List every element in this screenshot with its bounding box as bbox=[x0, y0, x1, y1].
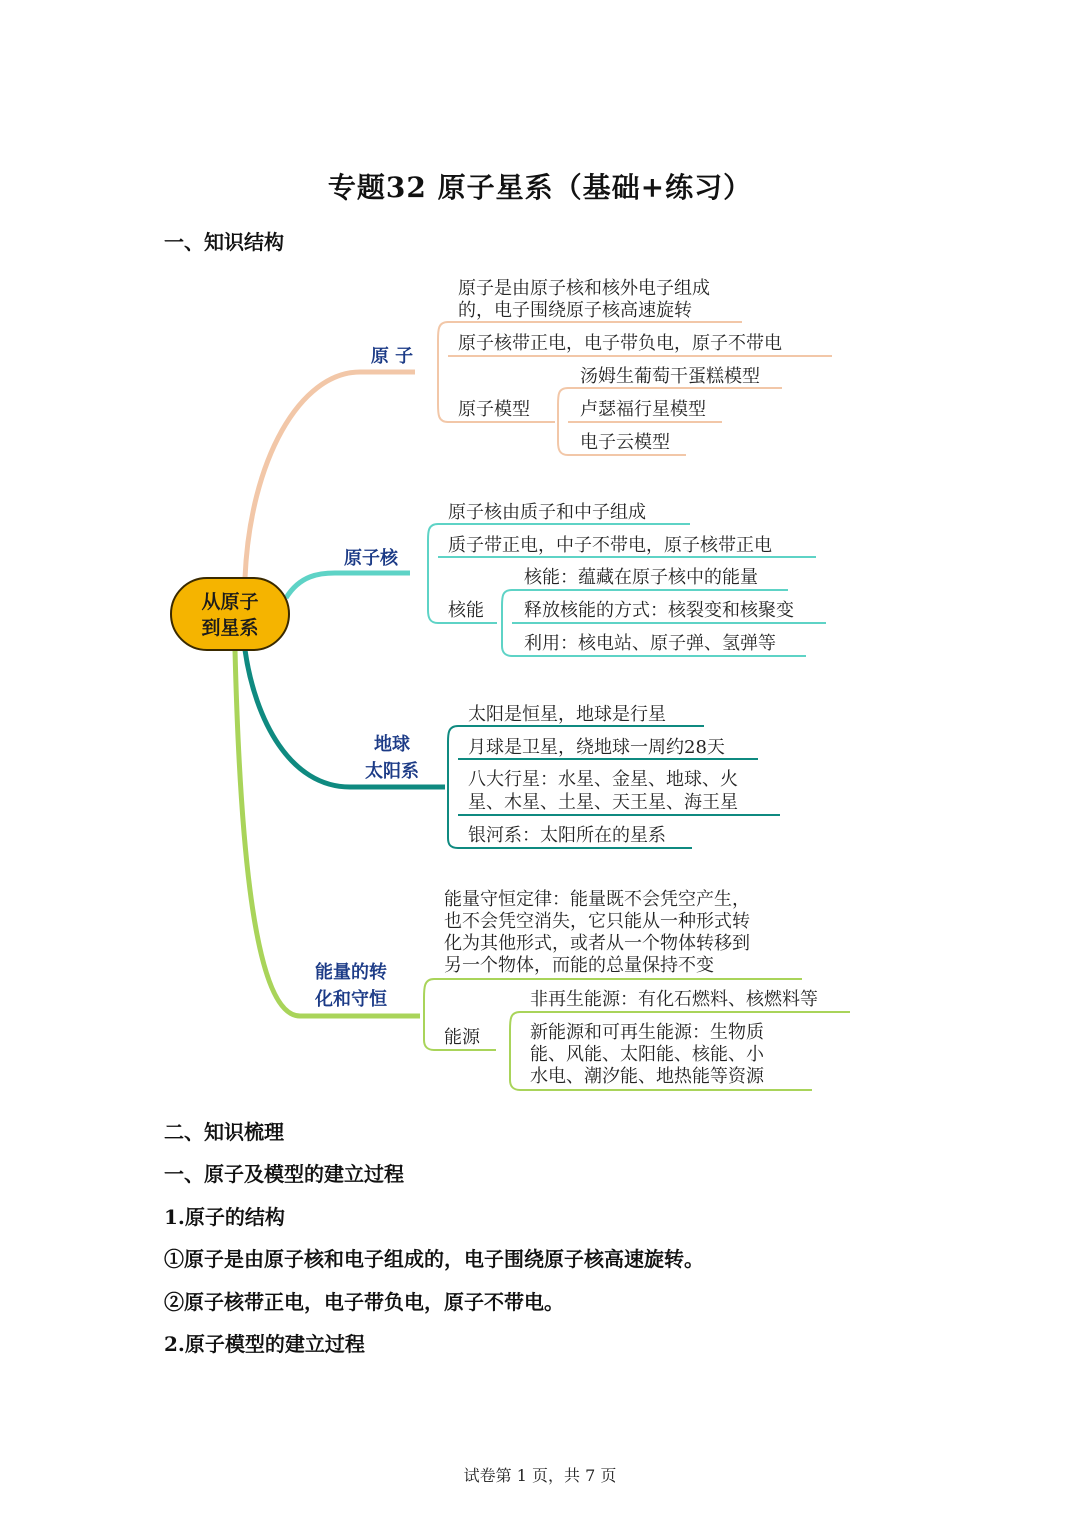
branch-label-nucleus: 原子核 bbox=[344, 548, 398, 569]
nucleus-charge: 质子带正电，中子不带电，原子核带正电 bbox=[448, 535, 772, 556]
branch-label-solar-line2: 太阳系 bbox=[365, 761, 419, 782]
energy-bracket bbox=[424, 979, 434, 1050]
section-heading-review: 二、知识梳理 bbox=[164, 1120, 284, 1144]
atom-def-line2: 的，电子围绕原子核高速旋转 bbox=[458, 300, 692, 321]
branch-line-nucleus bbox=[286, 573, 410, 598]
solar-bracket bbox=[448, 726, 458, 848]
energy-renewable-line3: 水电、潮汐能、地热能等资源 bbox=[530, 1066, 764, 1087]
solar-planets-line2: 星、木星、土星、天王星、海王星 bbox=[468, 792, 738, 813]
nucleus-bracket bbox=[428, 524, 438, 623]
solar-galaxy: 银河系：太阳所在的星系 bbox=[468, 825, 666, 846]
energy-nonrenewable: 非再生能源：有化石燃料、核燃料等 bbox=[530, 989, 818, 1010]
atom-charge: 原子核带正电，电子带负电，原子不带电 bbox=[458, 333, 782, 354]
atom-def-line1: 原子是由原子核和核外电子组成 bbox=[458, 278, 710, 299]
energy-law-line2: 也不会凭空消失，它只能从一种形式转 bbox=[444, 911, 750, 932]
branch-label-solar-line1: 地球 bbox=[374, 734, 410, 755]
branch-label-energy-line2: 化和守恒 bbox=[315, 989, 387, 1010]
nuclear-energy-item-2: 释放核能的方式：核裂变和核聚变 bbox=[524, 600, 794, 621]
center-node bbox=[171, 578, 289, 650]
energy-law-line4: 另一个物体，而能的总量保持不变 bbox=[444, 955, 714, 976]
section-heading-structure: 一、知识结构 bbox=[164, 230, 284, 254]
nuclear-energy-label: 核能 bbox=[448, 600, 484, 621]
branch-label-atom: 原 子 bbox=[370, 346, 414, 367]
solar-item-2: 月球是卫星，绕地球一周约28天 bbox=[468, 737, 725, 758]
atom-model-bracket bbox=[558, 388, 568, 455]
nuclear-energy-bracket bbox=[502, 590, 512, 656]
point-1: ①原子是由原子核和电子组成的，电子围绕原子核高速旋转。 bbox=[164, 1247, 704, 1271]
item-heading-model-process: 2.原子模型的建立过程 bbox=[164, 1332, 365, 1356]
nuclear-energy-item-3: 利用：核电站、原子弹、氢弹等 bbox=[524, 633, 776, 654]
atom-model-2: 卢瑟福行星模型 bbox=[580, 399, 706, 420]
energy-source-bracket bbox=[510, 1012, 520, 1090]
atom-bracket bbox=[438, 322, 448, 422]
page-footer: 试卷第 1 页，共 7 页 bbox=[463, 1466, 617, 1485]
item-heading-atom-structure: 1.原子的结构 bbox=[164, 1205, 285, 1229]
solar-planets-line1: 八大行星：水星、金星、地球、火 bbox=[468, 769, 738, 790]
subsection-heading-atom-model: 一、原子及模型的建立过程 bbox=[164, 1162, 404, 1186]
nuclear-energy-item-1: 核能：蕴藏在原子核中的能量 bbox=[524, 567, 758, 588]
energy-law-line3: 化为其他形式，或者从一个物体转移到 bbox=[444, 933, 750, 954]
page-title: 专题32 原子星系（基础+练习） bbox=[327, 171, 753, 204]
atom-model-3: 电子云模型 bbox=[580, 432, 670, 453]
point-2: ②原子核带正电，电子带负电，原子不带电。 bbox=[164, 1290, 564, 1314]
energy-source-label: 能源 bbox=[444, 1027, 480, 1048]
energy-law-line1: 能量守恒定律：能量既不会凭空产生， bbox=[444, 889, 750, 910]
atom-model-1: 汤姆生葡萄干蛋糕模型 bbox=[580, 366, 760, 387]
energy-renewable-line1: 新能源和可再生能源：生物质 bbox=[530, 1022, 764, 1043]
atom-model-label: 原子模型 bbox=[458, 399, 530, 420]
branch-label-energy-line1: 能量的转 bbox=[315, 962, 387, 983]
energy-renewable-line2: 能、风能、太阳能、核能、小 bbox=[530, 1044, 764, 1065]
nucleus-composition: 原子核由质子和中子组成 bbox=[448, 502, 646, 523]
center-label-line1: 从原子 bbox=[201, 591, 259, 613]
solar-item-1: 太阳是恒星，地球是行星 bbox=[468, 704, 666, 725]
center-label-line2: 到星系 bbox=[201, 617, 259, 639]
